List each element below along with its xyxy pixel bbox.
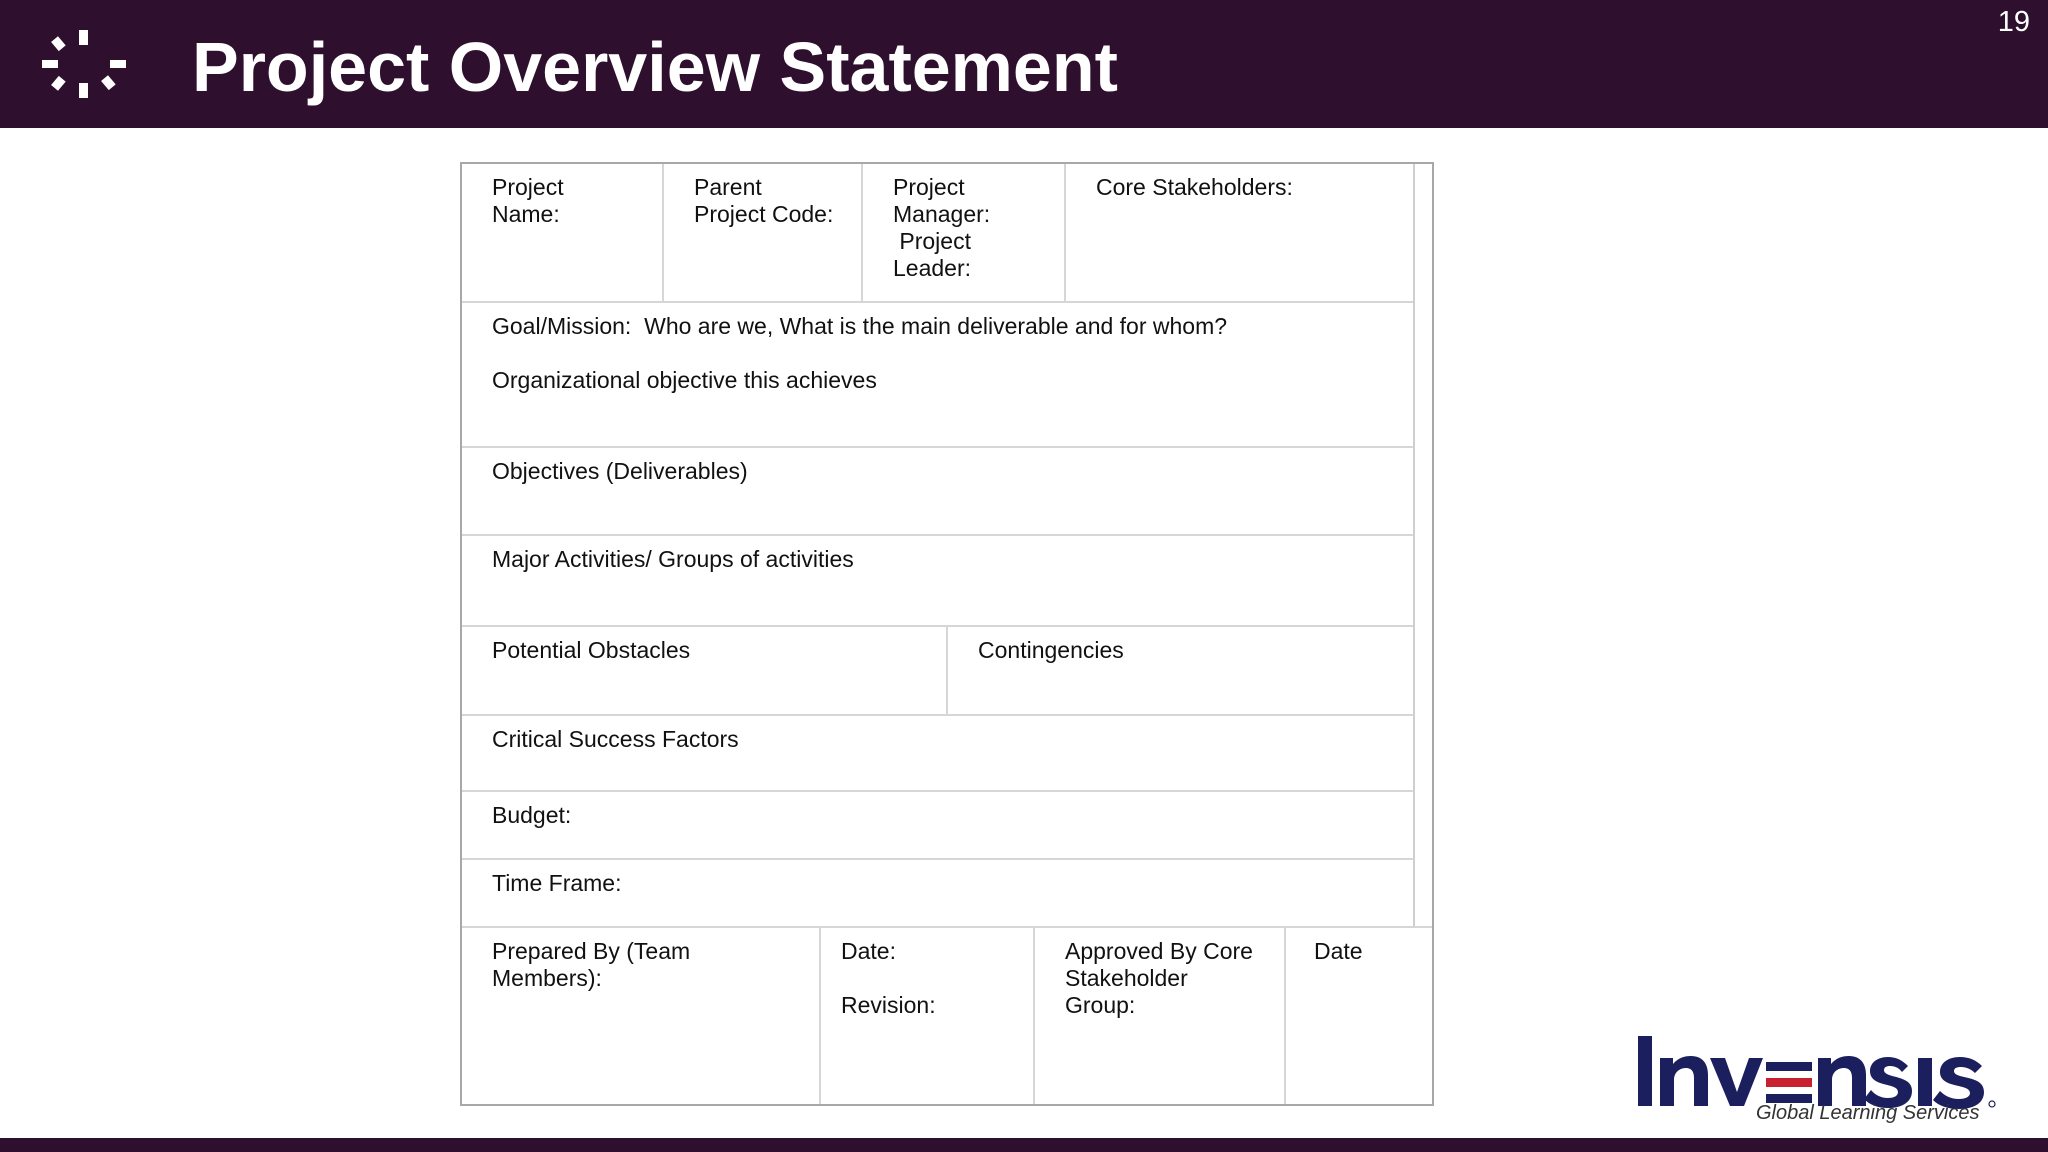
row-critical-success-factors[interactable] bbox=[462, 716, 1413, 792]
row-time-frame[interactable] bbox=[462, 860, 1413, 926]
cell-date-revision[interactable] bbox=[819, 928, 1035, 1104]
potential-obstacles-label: Potential Obstacles bbox=[492, 637, 691, 663]
row-obstacles-contingencies bbox=[462, 627, 1413, 716]
row-signoff bbox=[462, 926, 1432, 1104]
cell-contingencies[interactable] bbox=[946, 627, 1415, 714]
cell-approval-date[interactable] bbox=[1284, 928, 1432, 1104]
approval-date-label: Date bbox=[1314, 938, 1363, 964]
row-budget[interactable] bbox=[462, 792, 1413, 860]
form-body bbox=[462, 164, 1415, 926]
goal-mission-label: Goal/Mission: Who are we, What is the main deliverable and for whom? Organizational objective this achieves bbox=[492, 313, 1228, 393]
time-frame-label: Time Frame: bbox=[492, 870, 622, 896]
parent-project-code-label: Parent Project Code: bbox=[694, 174, 834, 227]
prepared-by-label: Prepared By (Team Members): bbox=[492, 938, 691, 991]
budget-label: Budget: bbox=[492, 802, 572, 828]
critical-success-factors-label: Critical Success Factors bbox=[492, 726, 739, 752]
objectives-label: Objectives (Deliverables) bbox=[492, 458, 748, 484]
project-overview-form bbox=[460, 162, 1434, 1106]
row-goal-mission[interactable] bbox=[462, 303, 1413, 448]
loading-spinner-icon bbox=[40, 28, 128, 100]
cell-approved-by[interactable] bbox=[1033, 928, 1286, 1104]
invensis-logo bbox=[1636, 1026, 2016, 1126]
major-activities-label: Major Activities/ Groups of activities bbox=[492, 546, 854, 572]
cell-project-name[interactable] bbox=[462, 164, 664, 301]
project-name-label: Project Name: bbox=[492, 174, 564, 227]
logo-tagline: Global Learning Services bbox=[1756, 1102, 1980, 1124]
core-stakeholders-label: Core Stakeholders: bbox=[1096, 174, 1293, 200]
row-major-activities[interactable] bbox=[462, 536, 1413, 627]
approved-by-label: Approved By Core Stakeholder Group: bbox=[1065, 938, 1253, 1018]
row-project-info bbox=[462, 164, 1413, 303]
cell-project-manager[interactable] bbox=[861, 164, 1065, 301]
footer-bar bbox=[0, 1138, 2048, 1152]
slide-header bbox=[0, 0, 2048, 128]
cell-parent-project-code[interactable] bbox=[662, 164, 862, 301]
row-objectives[interactable] bbox=[462, 448, 1413, 536]
cell-core-stakeholders[interactable] bbox=[1064, 164, 1415, 301]
page-number: 19 bbox=[1997, 6, 2030, 38]
cell-potential-obstacles[interactable] bbox=[462, 627, 947, 714]
date-revision-label: Date: Revision: bbox=[841, 938, 936, 1018]
project-manager-label: Project Manager: Project Leader: bbox=[893, 174, 991, 281]
contingencies-label: Contingencies bbox=[978, 637, 1124, 663]
cell-prepared-by[interactable] bbox=[462, 928, 821, 1104]
page-title: Project Overview Statement bbox=[192, 28, 1118, 106]
